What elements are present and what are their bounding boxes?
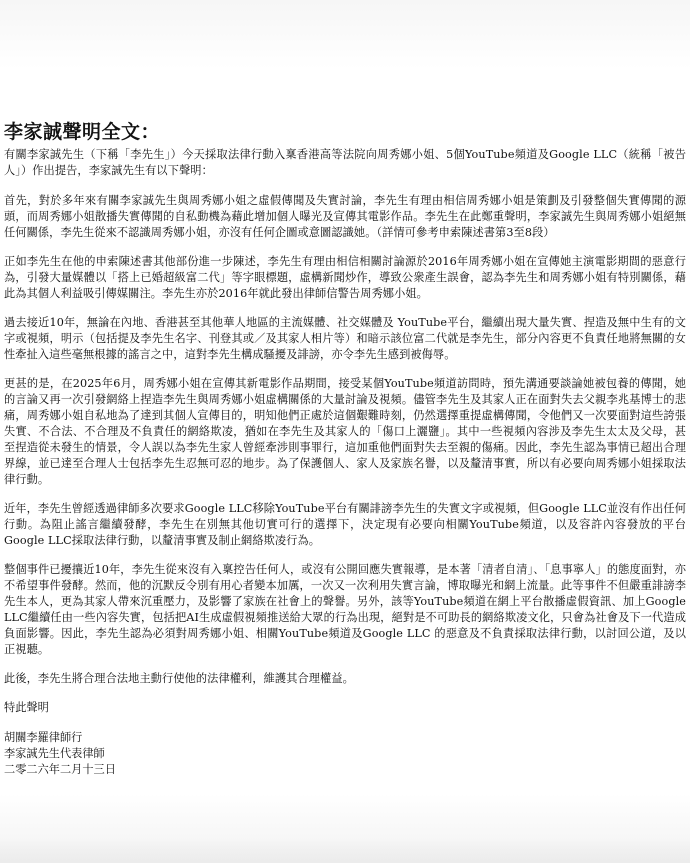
paragraph-intro: 有關李家誠先生（下稱「李先生」）今天採取法律行動入稟香港高等法院向周秀娜小姐、5個YouTube頻道及Google LLC（統稱「被告人」）作出提告，李家誠先生有以下聲明： [4, 148, 686, 177]
paragraph-6: 整個事件已擾攘近10年，李先生從來沒有入稟控告任何人，或沒有公開回應失實報導，是本著「清者自清」、「息事寧人」的態度面對，亦不希望事件發酵。然而，他的沉默反令別有用心者變本加厲，一次又一次利用失實言論，博取曝光和網上流量。此等事件不但嚴重誹謗李先生本人，更為其家人帶來沉重壓力，及影響了家族在社會上的聲譽。另外，該等YouTube頻道在網上平台散播虛假資訊、加上Google LLC繼續任由一些內容失實，包括把AI生成虛假視頻推送給大眾的行為出現，絕對是不可助長的網絡欺凌文化，只會為社會及下一代造成負面影響。因此，李先生認為必須對周秀娜小姐、相關YouTube頻道及Google LLC 的惡意及不負責採取法律行動，以討回公道，及以正視聽。 [4, 563, 686, 656]
signature-firm: 胡關李羅律師行 [4, 731, 83, 744]
statement-title: 李家誠聲明全文： [4, 121, 161, 143]
signature-block [4, 730, 686, 778]
paragraph-5: 近年，李先生曾經透過律師多次要求Google LLC移除YouTube平台有關誹謗李先生的失實文字或視頻，但Google LLC並沒有作出任何行動。為阻止謠言繼續發酵，李先生在別無其他切實可行的選擇下，決定現有必要向相關YouTube頻道，以及容許內容發放的平台Google LLC採取法律行動，以釐清事實及制止網絡欺凌行為。 [4, 502, 686, 547]
signature-date: 二零二六年二月十三日 [4, 763, 116, 776]
statement-document [4, 120, 686, 778]
signature-role: 李家誠先生代表律師 [4, 747, 105, 760]
closing-line: 特此聲明 [4, 701, 49, 714]
paragraph-4: 更甚的是，在2025年6月，周秀娜小姐在宣傳其新電影作品期間，接受某個YouTube頻道訪問時，預先溝通要談論她被包養的傳聞，她的言論又再一次引發網絡上捏造李先生與周秀娜小姐虛構關係的大量討論及視頻。儘管李先生及其家人正在面對失去父親李兆基博士的悲痛，周秀娜小姐自私地為了達到其個人宣傳目的，明知他們正處於這個艱難時刻，仍然選擇重提虛構傳聞，令他們又一次要面對這些誇張失實、不合法、不合理及不負責任的網絡欺凌，猶如在李先生及其家人的「傷口上灑鹽」。其中一些視頻內容涉及李先生太太及父母，甚至捏造從未發生的情景，令人誤以為李先生家人曾經牽涉則事罪行，這加重他們面對失去至親的傷痛。因此，李先生認為事情已超出合理界線，並已達至合理人士包括李先生忍無可忍的地步。為了保護個人、家人及家族名譽，以及釐清事實，所以有必要向周秀娜小姐採取法律行動。 [4, 377, 686, 486]
paragraph-1: 首先，對於多年來有關李家誠先生與周秀娜小姐之虛假傳聞及失實討論，李先生有理由相信周秀娜小姐是策劃及引發整個失實傳聞的源頭，而周秀娜小姐散播失實傳聞的自私動機為藉此增加個人曝光及宣傳其電影作品。李先生在此鄭重聲明，李家誠先生與周秀娜小姐絕無任何關係，李先生從來不認識周秀娜小姐，亦沒有任何企圖或意圖認識她。（詳情可參考申索陳述書第3至8段） [4, 194, 686, 239]
paragraph-2: 正如李先生在他的申索陳述書其他部份進一步陳述，李先生有理由相信相關討論源於2016年周秀娜小姐在宣傳她主演電影期間的惡意行為，引發大量媒體以「搭上已婚超級富二代」等字眼標題，虛構新聞炒作，導致公衆產生誤會，認為李先生和周秀娜小姐有特別關係，藉此為其個人利益吸引傳媒關注。李先生亦於2016年就此發出律師信警告周秀娜小姐。 [4, 255, 686, 300]
page-bottom-shade [0, 839, 690, 863]
paragraph-3: 過去接近10年，無論在內地、香港甚至其他華人地區的主流媒體、社交媒體及 YouTube平台，繼續出現大量失實、捏造及無中生有的文字或視頻，明示（包括提及李先生名字、刊登其或／及其家人相片等）和暗示該位富二代就是李先生，部分內容更不負責任地將無關的女性牽扯入這些毫無根據的謠言之中，這對李先生構成騷擾及誹謗，亦令李先生感到被侮辱。 [4, 316, 686, 361]
paragraph-7: 此後，李先生將合理合法地主動行使他的法律權利，維護其合理權益。 [4, 672, 354, 685]
